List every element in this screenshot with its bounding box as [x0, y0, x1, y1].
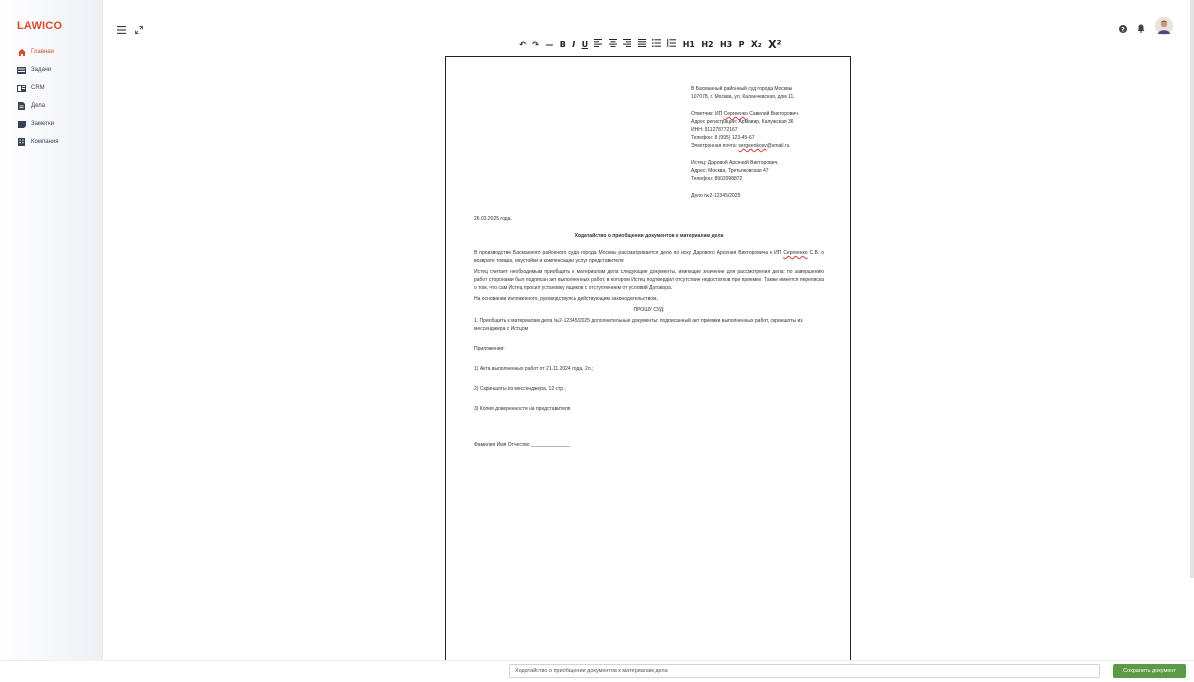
- italic-button[interactable]: I: [572, 40, 576, 49]
- align-right-icon: [623, 39, 631, 47]
- paragraph-button[interactable]: P: [738, 40, 745, 49]
- tasks-icon: [17, 66, 26, 74]
- respondent-name: Ответчик: ИП Сергеенко Савелий Викторович: [691, 111, 798, 117]
- svg-text:?: ?: [1121, 25, 1125, 33]
- sidebar: [0, 0, 103, 660]
- subscript-button[interactable]: X₂: [750, 40, 762, 50]
- document-date: 26.03.2025 года.: [474, 216, 512, 222]
- align-right-button[interactable]: [620, 39, 634, 51]
- document-title-input[interactable]: [509, 664, 1100, 678]
- document-title: Ходатайство о приобщении документов к материалам дела: [574, 233, 724, 239]
- sidebar-item-label: Главная: [31, 49, 54, 55]
- bell-icon[interactable]: [1137, 20, 1145, 38]
- paragraph-3: На основании изложенного, руководствуясь действующим законодательством,: [474, 296, 658, 302]
- sidebar-item-label: CRM: [31, 85, 45, 91]
- top-right-controls: [1119, 17, 1173, 40]
- align-justify-button[interactable]: [634, 39, 648, 51]
- undo-button[interactable]: ↶: [519, 40, 526, 49]
- top-left-controls: [117, 21, 143, 39]
- bullet-list-button[interactable]: [649, 39, 664, 51]
- align-center-icon: [609, 39, 617, 47]
- menu-icon[interactable]: [117, 21, 126, 39]
- court-address: 107078, г. Москва, ул. Каланчевская, дом 11.: [691, 94, 795, 100]
- respondent-phone: Телефон: 8 (995) 123-45-67: [691, 135, 755, 141]
- ordered-list-icon: [667, 39, 676, 47]
- attachment-1: 1) Акта выполненных работ от 21.11.2024 года, 2л.;: [474, 366, 594, 372]
- align-left-icon: [594, 39, 602, 47]
- editor-toolbar: [516, 38, 785, 52]
- paragraph-1: В производстве Басманного районного суда города Москвы рассматривается дело по иску Дарового Арсения Викторовича к ИП Сергеенко С.В. о возврате товара, неустойки и компенсации услуг представителя: [474, 250, 824, 264]
- horizontal-rule-button[interactable]: —: [545, 40, 554, 49]
- heading1-button[interactable]: H1: [682, 40, 695, 49]
- request-item-1: 1. Приобщить к материалам дела №2-12345/2025 дополнительные документы: подписанный акт приемки выполненных работ, скриншоты из мессенджера с Истцом: [474, 318, 803, 332]
- align-justify-icon: [638, 39, 646, 47]
- help-icon[interactable]: [1119, 20, 1127, 38]
- align-center-button[interactable]: [606, 39, 620, 51]
- logo[interactable]: LAWICO: [17, 20, 63, 32]
- respondent-address: Адрес регистрации: Армавир, Калужская 36: [691, 119, 794, 125]
- sidebar-item-label: Заметки: [31, 121, 54, 127]
- document-header-addresses: [691, 85, 831, 200]
- crm-icon: [17, 84, 26, 92]
- ordered-list-button[interactable]: [664, 39, 679, 51]
- align-left-button[interactable]: [591, 39, 605, 51]
- heading2-button[interactable]: H2: [701, 40, 714, 49]
- heading3-button[interactable]: H3: [719, 40, 733, 49]
- sidebar-item-crm[interactable]: [17, 79, 58, 97]
- attachments-heading: Приложения:: [474, 346, 505, 352]
- home-icon: [17, 48, 26, 56]
- attachment-3: 3) Копия доверенности на представителя: [474, 406, 571, 412]
- notes-icon: [17, 120, 26, 128]
- paragraph-2: Истец считает необходимым приобщить к материалам дела следующие документы, имеющие значение для рассмотрения дела: по завершению работ сторонами был подписан акт выполненных работ, в котором Истец подтвердил отсутствие недостатков при приемке. Также имеется переписка о том, что сам Истец просил установку ящиков с отступлением от условий Договора.: [474, 269, 824, 291]
- court-name: В Басманный районный суд города Москвы: [691, 86, 793, 92]
- attachment-2: 2) Скриншоты из мессенджера, 12 стр.;: [474, 386, 566, 392]
- plaintiff-address: Адрес: Москва, Третьяковская 47: [691, 168, 769, 174]
- sidebar-item-label: Задачи: [31, 67, 52, 73]
- superscript-button[interactable]: X²: [768, 38, 782, 51]
- respondent-inn: ИНН: 911278772167: [691, 127, 738, 133]
- plaintiff-name: Истец: Даровой Арсений Викторович,: [691, 160, 779, 166]
- bullet-list-icon: [652, 39, 661, 47]
- sidebar-item-home[interactable]: [17, 43, 58, 61]
- company-icon: [17, 138, 26, 146]
- respondent-email: Электронная почта: sergeenkosv@smail.ru: [691, 143, 790, 149]
- underline-button[interactable]: U: [581, 40, 589, 49]
- case-number: Дело №2-12345/2025: [691, 193, 741, 199]
- document-body: [474, 215, 824, 449]
- save-document-button[interactable]: Сохранить документ: [1113, 664, 1186, 678]
- sidebar-item-notes[interactable]: [17, 115, 58, 133]
- request-heading: ПРОШУ СУД:: [633, 307, 665, 313]
- plaintiff-phone: Телефон: 8902098872: [691, 176, 743, 182]
- expand-icon[interactable]: [135, 21, 143, 39]
- cases-icon: [17, 102, 26, 110]
- sidebar-item-tasks[interactable]: [17, 61, 58, 79]
- sidebar-item-cases[interactable]: [17, 97, 58, 115]
- avatar[interactable]: [1155, 17, 1173, 40]
- sidebar-item-company[interactable]: [17, 133, 58, 151]
- bold-button[interactable]: B: [559, 40, 566, 49]
- sidebar-item-label: Компания: [31, 139, 59, 145]
- sidebar-nav: [17, 43, 58, 151]
- signature-line: Фамилия Имя Отчество ______________: [474, 442, 570, 448]
- document-page[interactable]: [445, 56, 851, 666]
- sidebar-item-label: Дела: [31, 103, 46, 109]
- redo-button[interactable]: ↷: [532, 40, 539, 49]
- page-scrollbar[interactable]: [1190, 0, 1194, 578]
